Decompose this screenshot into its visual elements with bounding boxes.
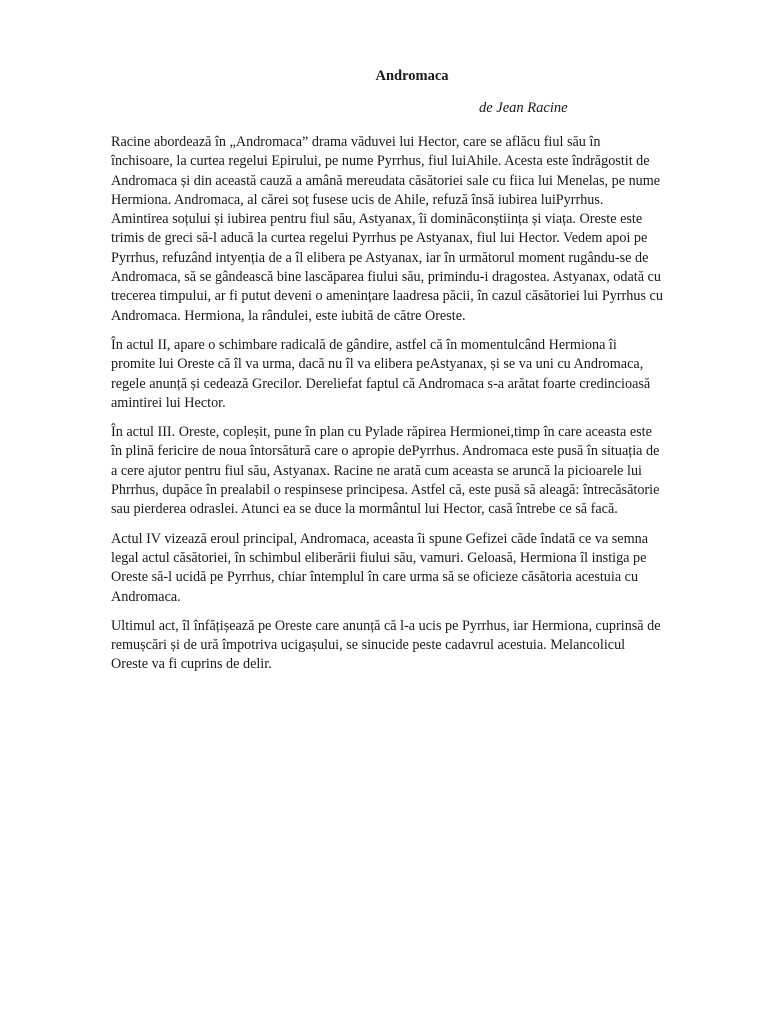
paragraph-line: în plină fericire de noua întorsătură care o apropie dePyrrhus. Andromaca este pusă în situația de (111, 443, 660, 460)
paragraph-line: trecerea timpului, ar fi putut deveni o amenințare laadresa păcii, în cazul căsătoriei lui Pyrrhus cu (111, 288, 663, 305)
paragraph-line: Racine abordează în „Andromaca” drama văduvei lui Hector, care se aflăcu fiul său în (111, 134, 601, 150)
paragraph-line: În actul II, apare o schimbare radicală de gândire, astfel că în momentulcând Hermiona îi (111, 336, 617, 353)
paragraph-line: Andromaca, să se gândească bine lascăparea fiului său, primindu-i dragostea. Astyanax, odată cu (111, 269, 661, 286)
paragraph-line: Actul IV vizează eroul principal, Andromaca, aceasta îi spune Gefizei căde îndată ce va semna (111, 530, 649, 547)
paragraph-line: trimis de greci să-l aducă la curtea regelui Pyrrhus pe Astyanax, fiul lui Hector. Vedem apoi pe (111, 230, 648, 247)
paragraph-line: Amintirea soțului și iubirea pentru fiul său, Astyanax, îi dominăconștiința și viața. Oreste este (111, 211, 643, 228)
document-author: de Jean Racine (479, 100, 568, 116)
body-paragraph (111, 423, 711, 519)
paragraph-line: Andromaca. Hermiona, la rândulei, este iubită de către Oreste. (111, 307, 466, 324)
paragraph-line: Andromaca. (111, 588, 181, 605)
body-paragraph (111, 133, 711, 326)
paragraph-line: promite lui Oreste că îl va urma, dacă nu îl va elibera peAstyanax, și se va uni cu Andromaca, (111, 356, 644, 373)
paragraph-line: Andromaca și din această cauză a amână mereudata căsătoriei sale cu fiica lui Menelas, pe nume (111, 172, 661, 189)
paragraph-line: Pyrrhus, refuzând intyenția de a îl elibera pe Astyanax, iar în următorul moment rugându-se de (111, 249, 649, 266)
paragraph-line: regele anunță și cedează Grecilor. Dereliefat faptul că Andromaca s-a arătat foarte credincioasă (111, 375, 651, 392)
paragraph-line: Hermiona. Andromaca, al cărei soț fusese ucis de Ahile, refuză însă iubirea luiPyrrhus. (111, 191, 604, 208)
body-paragraph (111, 617, 711, 675)
document-title: Andromaca (375, 68, 449, 84)
paragraph-line: închisoare, la curtea regelui Epirului, pe nume Pyrrhus, fiul luiAhile. Acesta este îndrăgostit de (111, 153, 650, 170)
document-body (111, 133, 711, 685)
paragraph-line: Oreste să-l ucidă pe Pyrrhus, chiar întemplul în care urma să se oficieze căsătoria acestuia cu (111, 569, 639, 586)
body-paragraph (111, 530, 711, 607)
paragraph-line: Ultimul act, îl înfățișează pe Oreste care anunță că l-a ucis pe Pyrrhus, iar Hermiona, cuprinsă de (111, 617, 661, 634)
paragraph-line: remușcări și de ură împotriva ucigașului, se sinucide peste cadavrul acestuia. Melancolicul (111, 637, 626, 654)
paragraph-line: amintirei lui Hector. (111, 394, 226, 411)
body-paragraph (111, 336, 711, 413)
paragraph-line: legal actul căsătoriei, în schimbul eliberării fiului său, vamuri. Geloasă, Hermiona îl instiga pe (111, 549, 647, 566)
paragraph-line: a cere ajutor pentru fiul său, Astyanax. Racine ne arată cum aceasta se aruncă la picioarele lui (111, 462, 642, 479)
paragraph-line: Oreste va fi cuprins de delir. (111, 656, 272, 673)
paragraph-line: sau pierderea odraslei. Atunci ea se duce la mormântul lui Hector, casă întrebe ce să facă. (111, 501, 618, 518)
paragraph-line: În actul III. Oreste, copleșit, pune în plan cu Pylade răpirea Hermionei,timp în care aceasta este (111, 424, 652, 441)
paragraph-line: Phrrhus, dupăce în prealabil o respinsese principesa. Astfel că, este pusă să aleagă: întrecăsătorie (111, 482, 660, 499)
